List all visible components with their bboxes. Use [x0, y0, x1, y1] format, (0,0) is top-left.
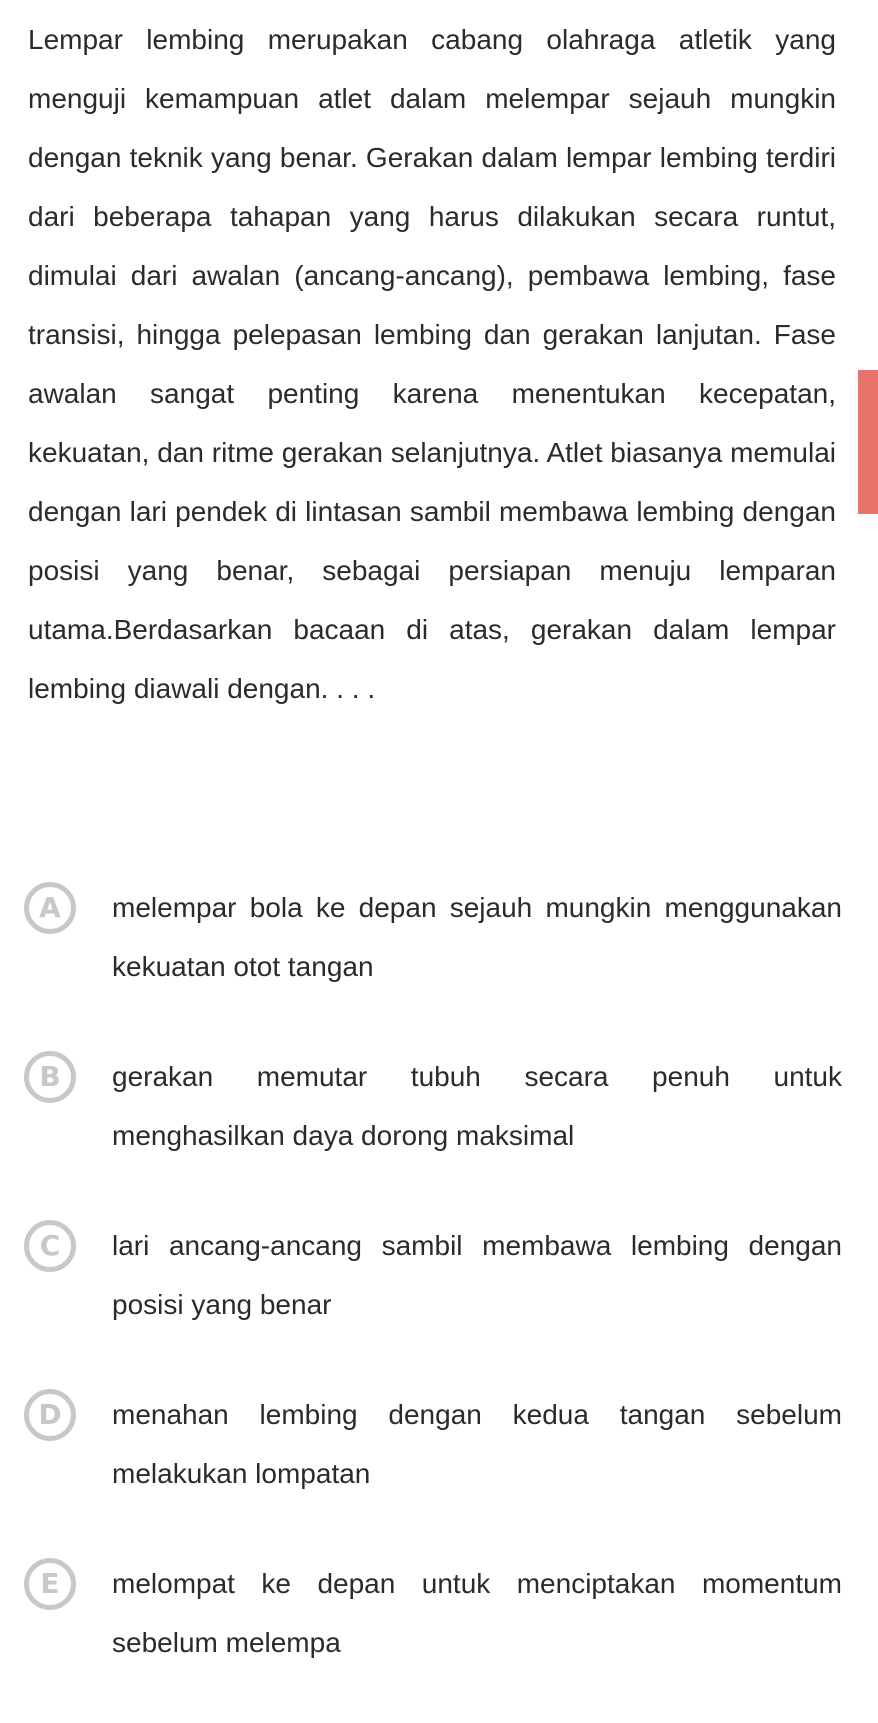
option-e[interactable]	[24, 1554, 844, 1723]
option-b[interactable]	[24, 1047, 844, 1216]
option-b-text: gerakan memutar tubuh secara penuh untuk menghasilkan daya dorong maksimal	[112, 1061, 842, 1151]
option-c-badge: C	[24, 1220, 76, 1272]
option-d-badge: D	[24, 1389, 76, 1441]
answer-options	[24, 878, 844, 1723]
scroll-indicator[interactable]	[858, 370, 878, 514]
option-c-text: lari ancang-ancang sambil membawa lembing dengan posisi yang benar	[112, 1230, 842, 1320]
question-passage: Lempar lembing merupakan cabang olahraga atletik yang menguji kemampuan atlet dalam melempar sejauh mungkin dengan teknik yang benar. Gerakan dalam lempar lembing terdiri dari beberapa tahapan yang harus dilakukan secara runtut, dimulai dari awalan (ancang-ancang), pembawa lembing, fase transisi, hingga pelepasan lembing dan gerakan lanjutan. Fase awalan sangat penting karena menentukan kecepatan, kekuatan, dan ritme gerakan selanjutnya. Atlet biasanya memulai dengan lari pendek di lintasan sambil membawa lembing dengan posisi yang benar, sebagai persiapan menuju lemparan utama.Berdasarkan bacaan di atas, gerakan dalam lempar lembing diawali dengan. . . .	[28, 24, 836, 704]
option-a-text: melempar bola ke depan sejauh mungkin menggunakan kekuatan otot tangan	[112, 892, 842, 982]
option-e-badge: E	[24, 1558, 76, 1610]
option-d-text: menahan lembing dengan kedua tangan sebelum melakukan lompatan	[112, 1399, 842, 1489]
option-c[interactable]	[24, 1216, 844, 1385]
option-d[interactable]	[24, 1385, 844, 1554]
option-b-badge: B	[24, 1051, 76, 1103]
option-e-text: melompat ke depan untuk menciptakan momentum sebelum melempa	[112, 1568, 842, 1658]
option-a-badge: A	[24, 882, 76, 934]
option-a[interactable]	[24, 878, 844, 1047]
